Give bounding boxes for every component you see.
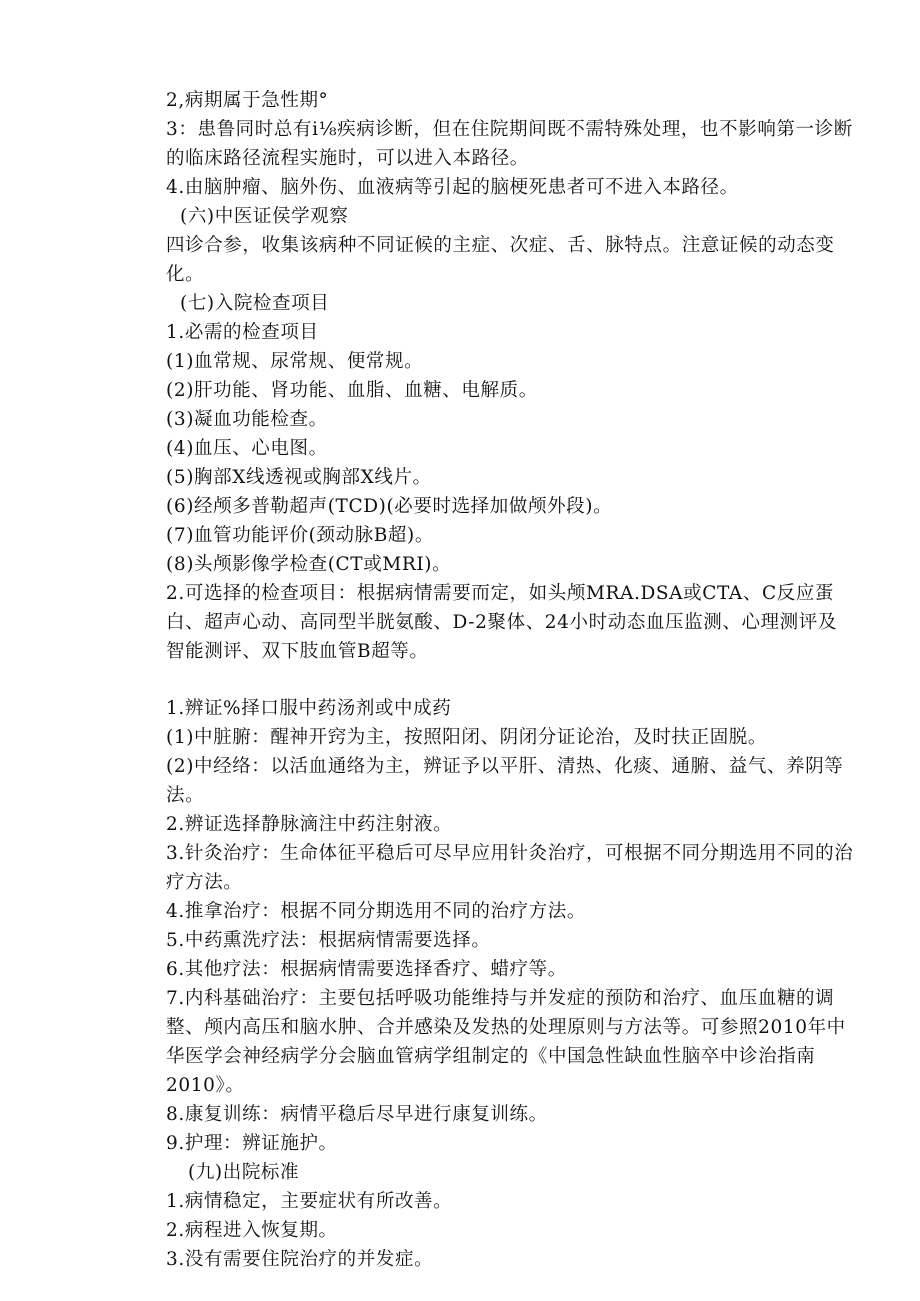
paragraph-gap <box>124 666 854 694</box>
section-heading-tcm-syndrome: (六)中医证侯学观察 <box>180 206 349 227</box>
list-item-meridian: (2)中经络：以活血通络为主，辨证予以平肝、清热、化痰、通腑、益气、养阴等法。 <box>166 756 844 806</box>
list-item-acupuncture: 3.针灸治疗：生命体征平稳后可尽早应用针灸治疗，可根据不同分期选用不同的治疗方法。 <box>166 843 854 893</box>
list-item-massage: 4.推拿治疗：根据不同分期选用不同的治疗方法。 <box>166 901 586 922</box>
paragraph-four-diagnostics: 四诊合参，收集该病种不同证候的主症、次症、舌、脉特点。注意证候的动态变化。 <box>166 235 835 285</box>
list-item-rehabilitation: 8.康复训练：病情平稳后尽早进行康复训练。 <box>166 1104 548 1125</box>
list-item-required-test: (6)经颅多普勒超声(TCD)(必要时选择加做颅外段)。 <box>166 496 613 517</box>
paragraph-comorbidity: 3：患鲁同时总有i⅛疾病诊断，但在住院期间既不需特殊处理，也不影响第一诊断的临床路径流程实施时，可以进入本路径。 <box>166 119 853 169</box>
list-item-zang-fu: (1)中脏腑：醒神开窍为主，按照阳闭、阴闭分证论治，及时扶正固脱。 <box>166 727 768 748</box>
list-item-discharge: 1.病情稳定，主要症状有所改善。 <box>166 1191 453 1212</box>
list-item-nursing: 9.护理：辨证施护。 <box>166 1133 338 1154</box>
list-item-injection: 2.辨证选择静脉滴注中药注射液。 <box>166 814 453 835</box>
section-heading-admission-tests: (七)入院检查项目 <box>180 293 330 314</box>
list-heading-required-tests: 1.必需的检查项目 <box>166 322 319 343</box>
paragraph-acute-phase: 2,病期属于急性期° <box>166 90 329 111</box>
list-item-required-test: (3)凝血功能检查。 <box>166 409 328 430</box>
list-item-required-test: (5)胸部X线透视或胸部X线片。 <box>166 467 432 488</box>
list-item-discharge: 3.没有需要住院治疗的并发症。 <box>166 1249 434 1270</box>
list-item-other-therapy: 6.其他疗法：根据病情需要选择香疗、蜡疗等。 <box>166 959 567 980</box>
list-item-required-test: (1)血常规、尿常规、便常规。 <box>166 351 424 372</box>
list-item-required-test: (7)血管功能评价(颈动脉B超)。 <box>166 525 434 546</box>
document-body <box>124 86 854 1274</box>
list-item-required-test: (2)肝功能、肾功能、血脂、血糖、电解质。 <box>166 380 538 401</box>
list-item-herbal-fumigation: 5.中药熏洗疗法：根据病情需要选择。 <box>166 930 491 951</box>
list-item-basic-treatment: 7.内科基础治疗：主要包括呼吸功能维持与并发症的预防和治疗、血压血糖的调整、颅内高压和脑水肿、合并感染及发热的处理原则与方法等。可参照2010年中华医学会神经病学分会脑血管病学组制定的《中国急性缺血性脑卒中诊治指南2010》。 <box>166 988 846 1096</box>
list-item-required-test: (4)血压、心电图。 <box>166 438 328 459</box>
list-item-required-test: (8)头颅影像学检查(CT或MRI)。 <box>166 554 452 575</box>
paragraph-exclusion: 4.由脑肿瘤、脑外伤、血液病等引起的脑梗死患者可不进入本路径。 <box>166 177 739 198</box>
list-heading-oral-medicine: 1.辨证%择口服中药汤剂或中成药 <box>166 698 452 719</box>
section-heading-discharge: (九)出院标准 <box>188 1162 300 1183</box>
paragraph-optional-tests: 2.可选择的检查项目：根据病情需要而定，如头颅MRA.DSA或CTA、C反应蛋白、超声心动、高同型半胱氨酸、D-2聚体、24小时动态血压监测、心理测评及智能测评、双下肢血管B超等。 <box>166 583 837 662</box>
list-item-discharge: 2.病程进入恢复期。 <box>166 1220 338 1241</box>
